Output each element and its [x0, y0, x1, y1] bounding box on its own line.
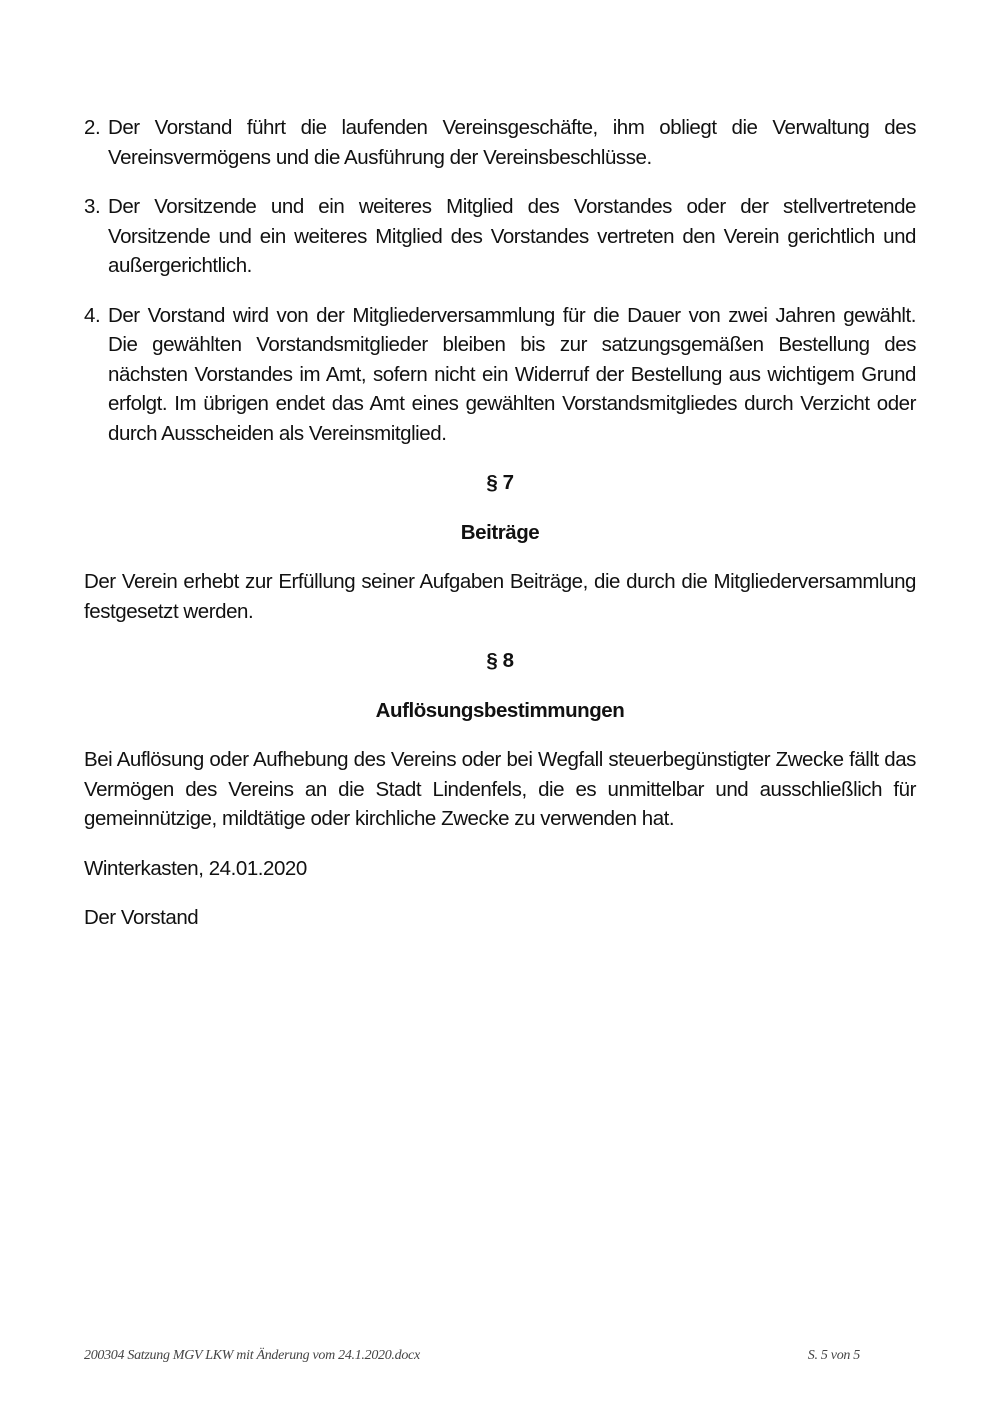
page-footer — [84, 1348, 860, 1364]
footer-filename: 200304 Satzung MGV LKW mit Änderung vom 24.1.2020.docx — [84, 1348, 420, 1363]
section-7-number: § 7 — [486, 471, 514, 494]
list-item-text: Der Vorsitzende und ein weiteres Mitglied des Vorstandes oder der stellvertretende Vorsitzende und ein weiteres Mitglied des Vorstandes vertreten den Verein gerichtlich und außergerichtlich. — [108, 195, 916, 277]
section-7-text: Der Verein erhebt zur Erfüllung seiner Aufgaben Beiträge, die durch die Mitgliederversammlung festgesetzt werden. — [84, 570, 916, 623]
list-item — [84, 301, 916, 449]
footer-page-number: S. 5 von 5 — [807, 1348, 860, 1363]
document-page — [84, 113, 916, 953]
list-item-number: 4. — [84, 303, 101, 327]
list-item — [84, 192, 916, 281]
list-item-number: 3. — [84, 195, 101, 218]
list-item-text: Der Vorstand wird von der Mitgliederversammlung für die Dauer von zwei Jahren gewählt. Die gewählten Vorstandsmitglieder bleiben bis zur satzungsgemäßen Bestellung des nächsten Vorstandes im Amt, sofern nicht ein Widerruf der Bestellung aus wichtigem Grund erfolgt. Im übrigen endet das Amt eines gewählten Vorstandsmitgliedes durch Verzicht oder durch Ausscheiden als Vereinsmitglied. — [108, 303, 916, 445]
section-8-title: Auflösungsbestimmungen — [375, 698, 625, 722]
section-8-text: Bei Auflösung oder Aufhebung des Vereins oder bei Wegfall steuerbegünstigter Zwecke fällt das Vermögen des Vereins an die Stadt Lindenfels, die es unmittelbar und ausschließlich für gemeinnützige, mildtätige oder kirchliche Zwecke zu verwenden hat. — [84, 748, 916, 830]
section-7-title: Beiträge — [460, 520, 540, 544]
list-item — [84, 113, 916, 172]
section-8-number: § 8 — [486, 649, 514, 672]
signature-line: Der Vorstand — [84, 906, 199, 929]
list-item-text: Der Vorstand führt die laufenden Vereinsgeschäfte, ihm obliegt die Verwaltung des Vereinsvermögens und die Ausführung der Vereinsbeschlüsse. — [108, 116, 916, 169]
list-item-number: 2. — [84, 116, 101, 139]
place-date: Winterkasten, 24.01.2020 — [84, 856, 307, 880]
